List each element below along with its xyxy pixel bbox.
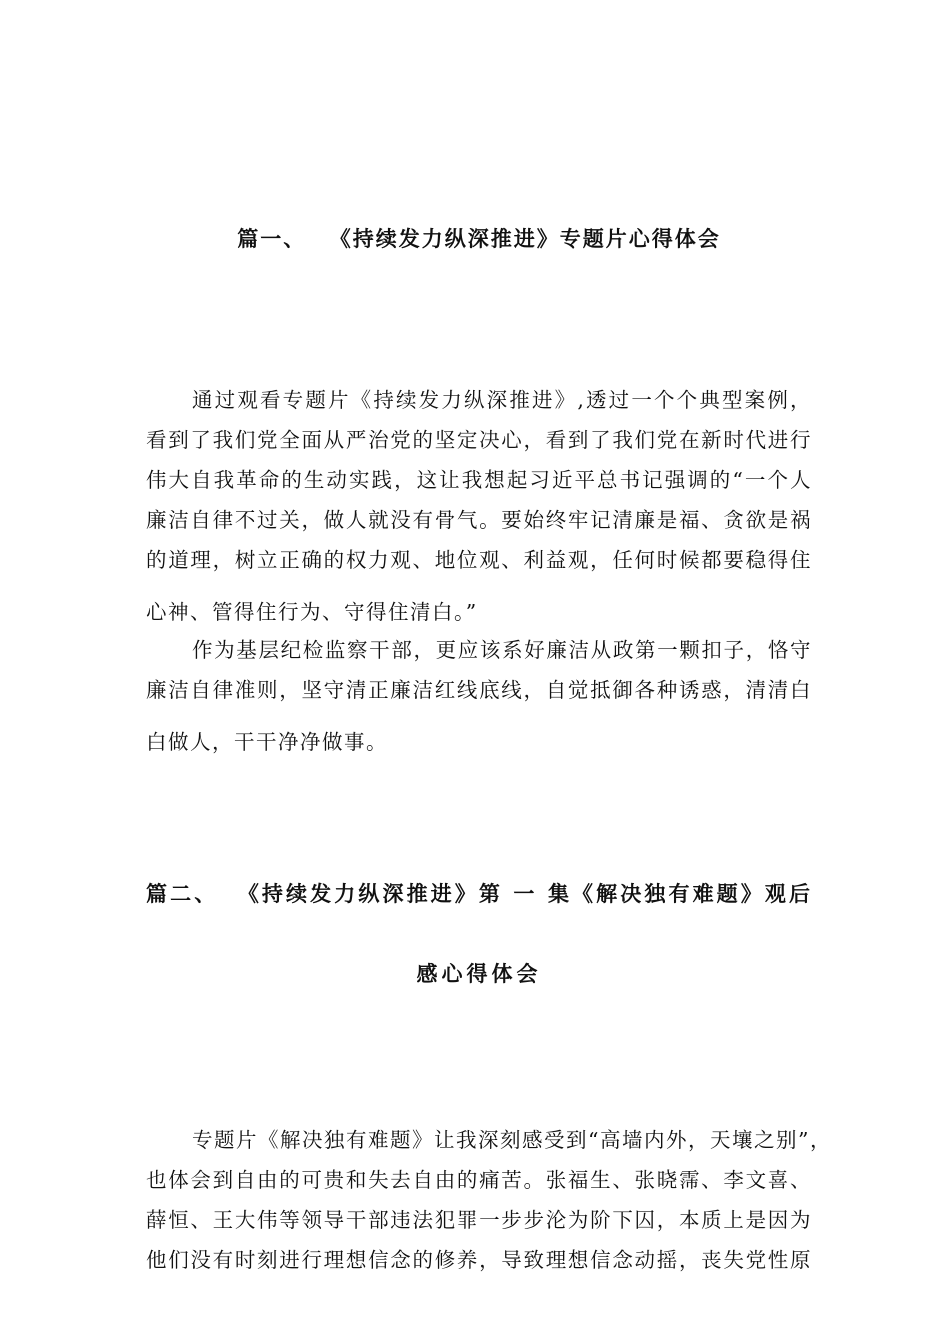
section1-heading bbox=[146, 225, 812, 253]
section2-label: 篇二、 bbox=[146, 882, 219, 906]
section2-title-line2: 感心得体会 bbox=[416, 962, 542, 986]
text-line: 心神、管得住行为、守得住清白。” bbox=[146, 600, 478, 624]
text-line: 廉洁自律不过关，做人就没有骨气。要始终牢记清廉是福、贪欲是祸 bbox=[146, 508, 812, 532]
text-line: 专题片《解决独有难题》让我深刻感受到“高墙内外，天壤之别”， bbox=[192, 1128, 832, 1152]
section1-paragraph-2 bbox=[146, 630, 812, 762]
section2-title-line1: 《持续发力纵深推进》第 一 集《解决独有难题》观后 bbox=[248, 882, 813, 906]
text-line: 白做人，干干净净做事。 bbox=[146, 730, 388, 754]
text-line: 廉洁自律准则，坚守清正廉洁红线底线，自觉抵御各种诱惑，清清白 bbox=[146, 678, 812, 702]
text-line: 通过观看专题片《持续发力纵深推进》,透过一个个典型案例， bbox=[192, 388, 812, 412]
text-line: 也体会到自由的可贵和失去自由的痛苦。张福生、张晓霈、李文喜、 bbox=[146, 1168, 812, 1192]
section2-heading bbox=[146, 880, 812, 908]
section1-title: 《持续发力纵深推进》专题片心得体会 bbox=[340, 227, 721, 251]
text-line: 作为基层纪检监察干部，更应该系好廉洁从政第一颗扣子，恪守 bbox=[192, 638, 812, 662]
text-line: 伟大自我革命的生动实践，这让我想起习近平总书记强调的“一个人 bbox=[146, 468, 812, 492]
text-line: 他们没有时刻进行理想信念的修养，导致理想信念动摇，丧失党性原 bbox=[146, 1248, 812, 1272]
section2-heading-continued bbox=[146, 960, 812, 988]
text-line: 看到了我们党全面从严治党的坚定决心，看到了我们党在新时代进行 bbox=[146, 428, 812, 452]
text-line: 薛恒、王大伟等领导干部违法犯罪一步步沦为阶下囚，本质上是因为 bbox=[146, 1208, 812, 1232]
section1-paragraph-1 bbox=[146, 380, 812, 632]
text-line: 的道理，树立正确的权力观、地位观、利益观，任何时候都要稳得住 bbox=[146, 548, 812, 572]
section2-paragraph-1 bbox=[146, 1120, 832, 1280]
section1-label: 篇一、 bbox=[237, 227, 307, 251]
